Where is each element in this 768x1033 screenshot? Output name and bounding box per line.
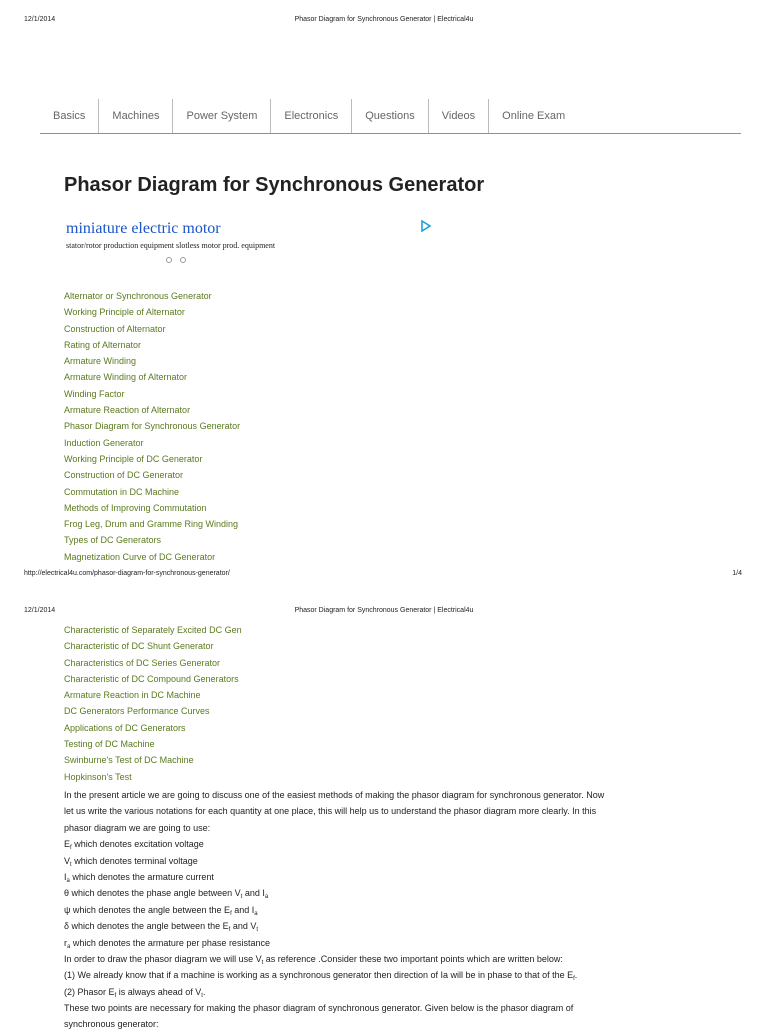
related-link[interactable]: Characteristic of DC Compound Generators — [64, 673, 239, 684]
notation-ef: $E_f$ which denotes excitation voltage — [64, 839, 204, 852]
print-title: Phasor Diagram for Synchronous Generator | Electrical4u — [294, 607, 474, 614]
related-links-list-continued — [64, 622, 242, 785]
related-link[interactable]: Types of DC Generators — [64, 535, 162, 546]
related-link[interactable]: Armature Winding — [64, 356, 137, 367]
related-link[interactable]: Phasor Diagram for Synchronous Generator — [64, 421, 241, 432]
ad-block[interactable] — [66, 220, 436, 270]
related-link[interactable]: Characteristics of DC Series Generator — [64, 657, 221, 668]
ad-pager-dot[interactable] — [166, 257, 172, 263]
notation-delta: δ which denotes the angle between the $E_f$ and $V_t$ — [64, 921, 259, 934]
page-title: Phasor Diagram for Synchronous Generator — [64, 174, 485, 196]
related-link[interactable]: Construction of DC Generator — [64, 470, 184, 481]
article-point-2: (2) Phasor $E_f$ is always ahead of $V_t$. — [64, 986, 206, 999]
related-link[interactable]: Applications of DC Generators — [64, 722, 186, 733]
related-link[interactable]: Construction of Alternator — [64, 323, 166, 334]
print-url: http://electrical4u.com/phasor-diagram-for-synchronous-generator/ — [24, 570, 230, 577]
nav-online-exam[interactable]: Online Exam — [502, 110, 566, 122]
related-link[interactable]: Hopkinson's Test — [64, 771, 132, 782]
related-link[interactable]: Methods of Improving Commutation — [64, 502, 207, 513]
related-link[interactable]: Swinburne's Test of DC Machine — [64, 755, 194, 766]
related-link[interactable]: Armature Reaction of Alternator — [64, 405, 191, 416]
related-link[interactable]: Characteristic of Separately Excited DC Gen — [64, 625, 242, 635]
related-link[interactable]: Induction Generator — [64, 437, 144, 448]
ad-description: stator/rotor production equipment slotless motor prod. equipment — [66, 241, 276, 250]
article-paragraph: In the present article we are going to discuss one of the easiest methods of making the phasor diagram for synchronous generator. Now — [64, 790, 605, 800]
related-links-list — [64, 288, 240, 565]
related-link[interactable]: Alternator or Synchronous Generator — [64, 291, 212, 301]
related-link[interactable]: DC Generators Performance Curves — [64, 706, 210, 717]
nav-electronics[interactable]: Electronics — [271, 99, 352, 133]
nav-power-system[interactable]: Power System — [173, 99, 271, 133]
main-nav — [40, 99, 741, 134]
related-link[interactable]: Winding Factor — [64, 388, 125, 399]
notation-theta: θ which denotes the phase angle between $V_t$ and $I_a$ — [64, 888, 269, 901]
ad-pager-dot[interactable] — [180, 257, 186, 263]
nav-questions[interactable]: Questions — [352, 99, 429, 133]
related-link[interactable]: Rating of Alternator — [64, 339, 142, 350]
related-link[interactable]: Characteristic of DC Shunt Generator — [64, 641, 214, 652]
related-link[interactable]: Magnetization Curve of DC Generator — [64, 551, 216, 562]
notation-ra: $r_a$ which denotes the armature per phase resistance — [64, 937, 270, 950]
article-paragraph: let us write the various notations for each quantity at one place, this will help us to understand the phasor diagram more clearly. In this — [64, 806, 597, 817]
related-link[interactable]: Armature Reaction in DC Machine — [64, 690, 201, 701]
related-link[interactable]: Armature Winding of Alternator — [64, 372, 188, 383]
related-link[interactable]: Working Principle of Alternator — [64, 307, 185, 318]
article-reference: In order to draw the phasor diagram we will use $V_t$ as reference .Consider these two important points which are written below: — [64, 953, 563, 966]
adchoices-icon[interactable] — [420, 220, 432, 232]
notation-ia: $I_a$ which denotes the armature current — [64, 871, 214, 884]
article-paragraph: synchronous generator: — [64, 1019, 159, 1030]
notation-vt: $V_t$ which denotes terminal voltage — [64, 855, 198, 868]
nav-videos[interactable]: Videos — [429, 99, 489, 133]
article-body — [64, 787, 714, 1033]
related-link[interactable]: Frog Leg, Drum and Gramme Ring Winding — [64, 519, 239, 530]
related-link[interactable]: Commutation in DC Machine — [64, 486, 180, 497]
nav-machines[interactable]: Machines — [99, 99, 173, 133]
ad-pager — [166, 257, 186, 263]
nav-basics[interactable]: Basics — [40, 99, 99, 133]
related-link[interactable]: Working Principle of DC Generator — [64, 453, 203, 464]
notation-psi: ψ which denotes the angle between the $E_f$ and $I_a$ — [64, 904, 258, 917]
article-paragraph: These two points are necessary for making the phasor diagram of synchronous generator. Given below is the phasor diagram of — [64, 1003, 574, 1014]
ad-title[interactable]: miniature electric motor — [66, 220, 221, 237]
print-title: Phasor Diagram for Synchronous Generator | Electrical4u — [294, 16, 474, 23]
print-date: 12/1/2014 — [24, 16, 56, 23]
related-link[interactable]: Testing of DC Machine — [64, 739, 155, 750]
article-point-1: (1) We already know that if a machine is working as a synchronous generator then direction of Ia will be in phase to that of the $E_f$. — [64, 970, 578, 983]
print-date: 12/1/2014 — [24, 607, 56, 614]
print-page-number: 1/4 — [732, 570, 742, 577]
article-paragraph: phasor diagram we are going to use: — [64, 822, 211, 833]
